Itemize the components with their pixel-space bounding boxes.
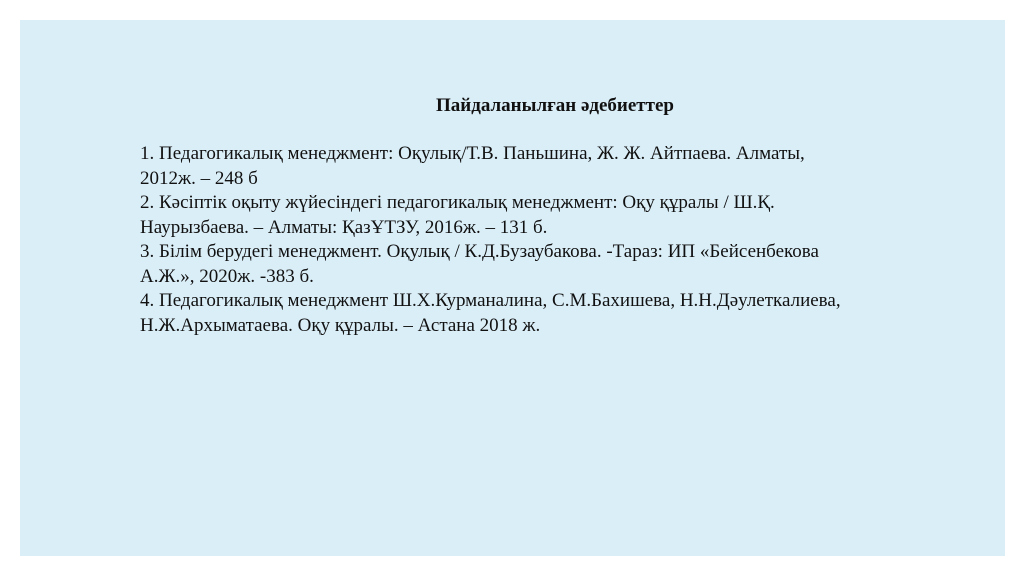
reference-2-line-2: Наурызбаева. – Алматы: ҚазҰТЗУ, 2016ж. – 131 б.	[140, 216, 548, 238]
reference-3-line-2: А.Ж.», 2020ж. -383 б.	[140, 265, 314, 287]
reference-2-line-1: 2. Кәсіптік оқыту жүйесіндегі педагогикалық менеджмент: Оқу құралы / Ш.Қ.	[140, 192, 775, 213]
slide-panel	[20, 20, 1005, 556]
reference-3-line-1: 3. Білім берудегі менеджмент. Оқулық / К.Д.Бузаубакова. -Тараз: ИП «Бейсенбекова	[140, 241, 819, 262]
reference-item-3	[140, 240, 940, 289]
references-title: Пайдаланылған әдебиеттер	[436, 95, 674, 116]
reference-1-line-1: 1. Педагогикалық менеджмент: Оқулық/Т.В. Паньшина, Ж. Ж. Айтпаева. Алматы,	[140, 143, 805, 164]
reference-4-line-2: Н.Ж.Архыматаева. Оқу құралы. – Астана 2018 ж.	[140, 314, 541, 336]
reference-item-2	[140, 191, 940, 240]
reference-item-4	[140, 289, 940, 338]
references-list	[140, 142, 940, 338]
reference-1-line-2: 2012ж. – 248 б	[140, 167, 258, 189]
reference-item-1	[140, 142, 940, 191]
reference-4-line-1: 4. Педагогикалық менеджмент Ш.Х.Курманалина, С.М.Бахишева, Н.Н.Дәулеткалиева,	[140, 290, 841, 311]
